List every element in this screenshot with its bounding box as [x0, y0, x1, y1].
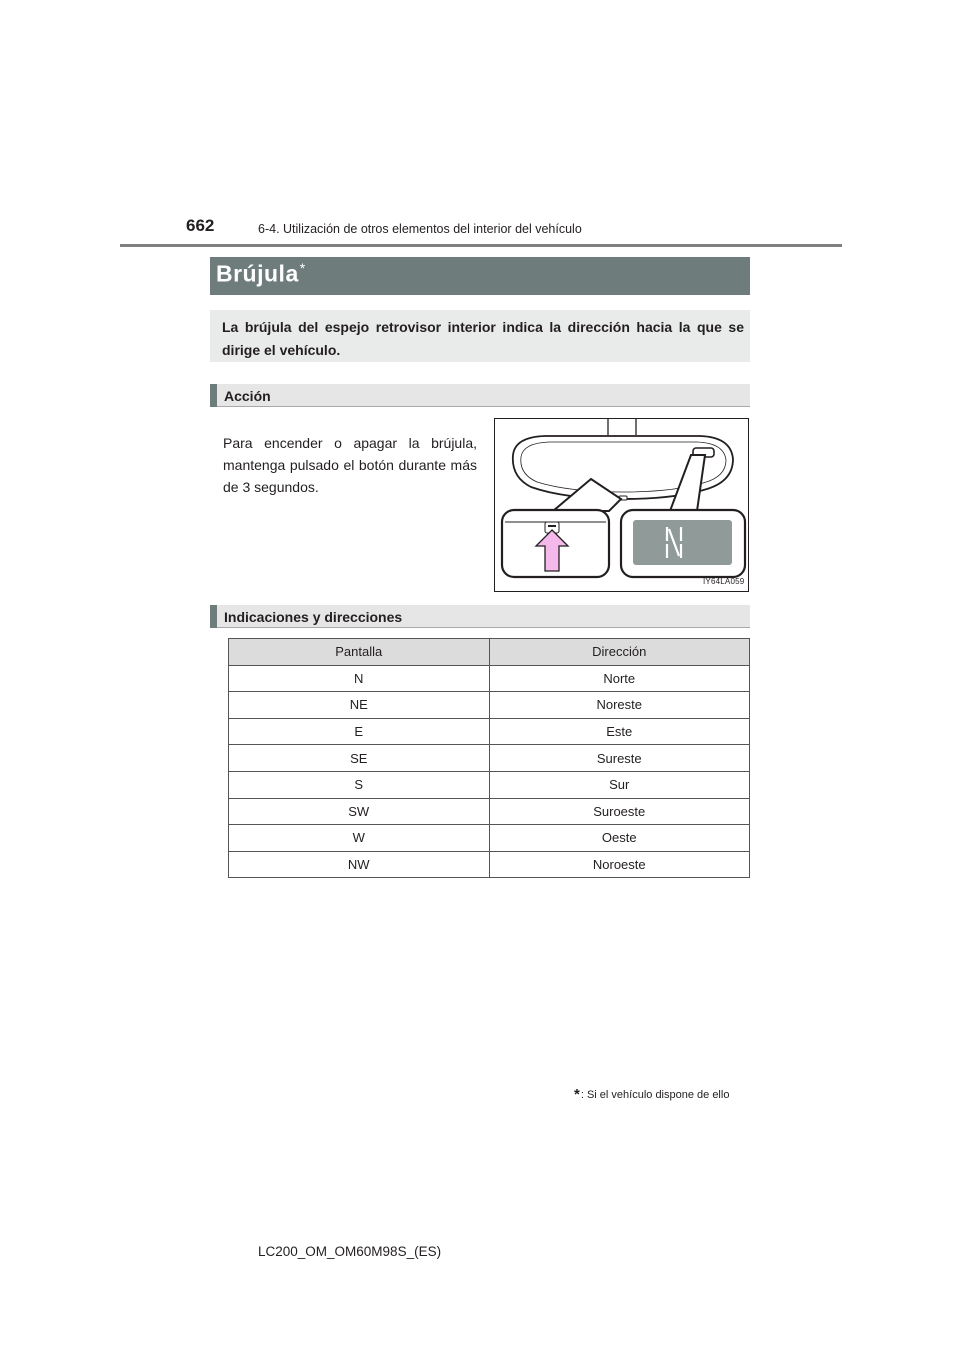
- cell-direccion: Sureste: [489, 745, 750, 772]
- cell-direccion: Este: [489, 718, 750, 745]
- mirror-compass-illustration: [494, 418, 749, 592]
- title-footnote-mark: *: [299, 260, 306, 276]
- section-reference: 6-4. Utilización de otros elementos del interior del vehículo: [258, 222, 582, 236]
- cell-direccion: Sur: [489, 771, 750, 798]
- section-indicaciones-marker: [210, 605, 217, 628]
- table-row: [229, 825, 750, 852]
- cell-pantalla: NW: [229, 851, 490, 878]
- cell-pantalla: SE: [229, 745, 490, 772]
- section-accion-bar: [210, 384, 750, 407]
- table-row: [229, 798, 750, 825]
- table-row: [229, 692, 750, 719]
- column-header-pantalla: Pantalla: [229, 639, 490, 666]
- table-row: [229, 665, 750, 692]
- cell-pantalla: W: [229, 825, 490, 852]
- table-row: [229, 745, 750, 772]
- table-row: [229, 771, 750, 798]
- cell-direccion: Noroeste: [489, 851, 750, 878]
- section-indicaciones-heading: Indicaciones y direcciones: [224, 609, 403, 625]
- figure-code: IY64LA059: [703, 577, 745, 586]
- compass-display-screen: [633, 520, 732, 565]
- page-title-text: Brújula: [216, 260, 299, 287]
- document-code: LC200_OM_OM60M98S_(ES): [258, 1244, 442, 1259]
- cell-pantalla: SW: [229, 798, 490, 825]
- directions-table: [228, 638, 750, 878]
- cell-pantalla: N: [229, 665, 490, 692]
- table-header-row: [229, 639, 750, 666]
- mirror-compass-drawing: [495, 419, 748, 591]
- table-row: [229, 718, 750, 745]
- cell-pantalla: NE: [229, 692, 490, 719]
- footnote-mark: *: [574, 1086, 580, 1103]
- section-accion-marker: [210, 384, 217, 407]
- footnote-text: : Si el vehículo dispone de ello: [580, 1089, 730, 1101]
- header-rule: [120, 244, 842, 247]
- table-row: [229, 851, 750, 878]
- page-title: [216, 260, 306, 288]
- intro-text: La brújula del espejo retrovisor interior indica la dirección hacia la que se dirige el vehículo.: [222, 319, 744, 358]
- column-header-direccion: Dirección: [489, 639, 750, 666]
- cell-direccion: Norte: [489, 665, 750, 692]
- cell-direccion: Suroeste: [489, 798, 750, 825]
- section-accion-heading: Acción: [224, 388, 271, 404]
- accion-body-text: Para encender o apagar la brújula, mantenga pulsado el botón durante más de 3 segundos.: [223, 435, 477, 495]
- cell-direccion: Noreste: [489, 692, 750, 719]
- cell-pantalla: E: [229, 718, 490, 745]
- cell-direccion: Oeste: [489, 825, 750, 852]
- cell-pantalla: S: [229, 771, 490, 798]
- page-number: 662: [186, 216, 215, 235]
- footnote: [574, 1086, 729, 1103]
